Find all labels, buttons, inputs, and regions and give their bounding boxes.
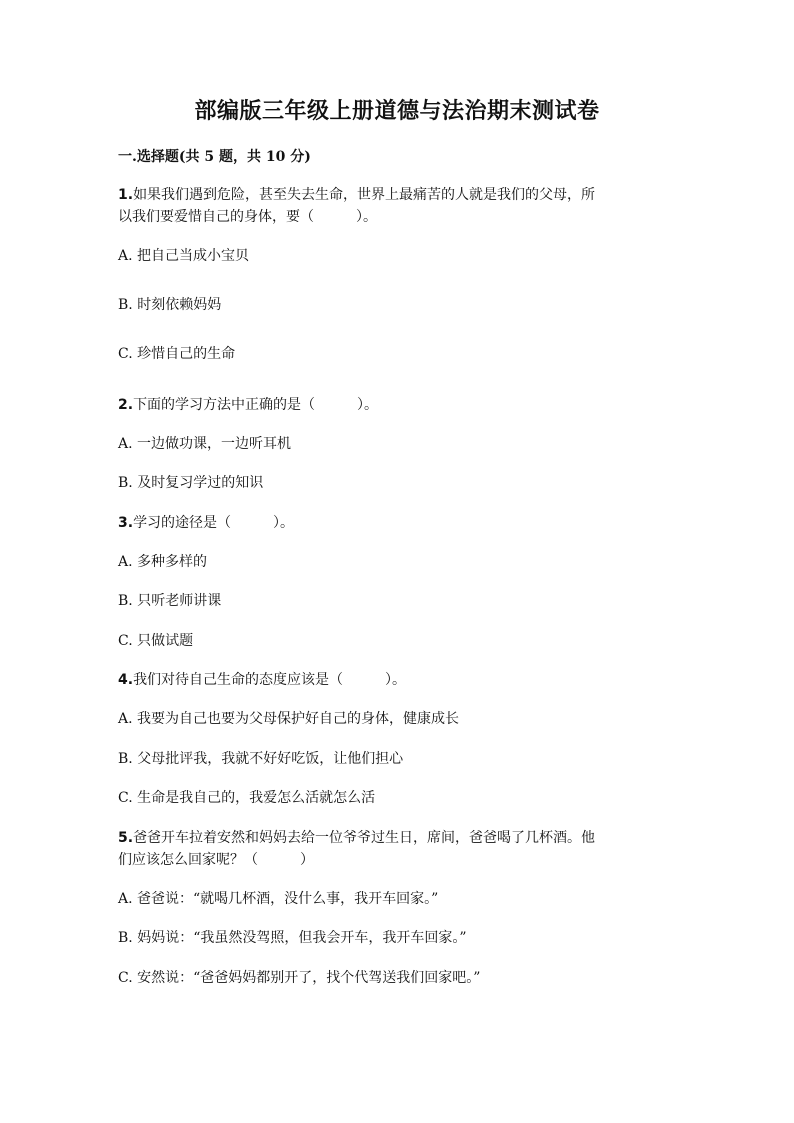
page-title: 部编版三年级上册道德与法治期末测试卷 [194,98,600,124]
question-text-line: 们应该怎么回家呢？（ ） [118,852,314,868]
question-number: 3. [118,515,134,531]
question-5 [118,827,678,871]
question-text-line: 如果我们遇到危险，甚至失去生命，世界上最痛苦的人就是我们的父母，所 [133,187,596,203]
question-1 [118,184,678,228]
option-5b: B. 妈妈说：“我虽然没驾照，但我会开车，我开车回家。” [118,930,467,946]
option-4c: C. 生命是我自己的，我爱怎么活就怎么活 [118,790,376,806]
question-text-line: 下面的学习方法中正确的是（ ）。 [133,397,379,413]
question-3 [118,512,678,534]
option-5c: C. 安然说：“爸爸妈妈都别开了，找个代驾送我们回家吧。” [118,970,481,986]
section-heading: 一.选择题(共 5 题，共 10 分) [118,149,311,165]
question-2 [118,394,678,416]
question-text-line: 学习的途径是（ ）。 [133,515,295,531]
option-4b: B. 父母批评我，我就不好好吃饭，让他们担心 [118,751,404,767]
question-text-line: 以我们要爱惜自己的身体，要（ ）。 [118,209,377,225]
question-number: 1. [118,187,134,203]
option-1c: C. 珍惜自己的生命 [118,346,236,362]
option-1b: B. 时刻依赖妈妈 [118,297,222,313]
option-5a: A. 爸爸说：“就喝几杯酒，没什么事，我开车回家。” [118,891,439,907]
option-2a: A. 一边做功课，一边听耳机 [118,436,292,452]
option-3a: A. 多种多样的 [118,554,208,570]
question-4 [118,669,678,691]
question-text-line: 爸爸开车拉着安然和妈妈去给一位爷爷过生日，席间，爸爸喝了几杯酒。他 [133,830,596,846]
question-number: 5. [118,830,134,846]
option-3c: C. 只做试题 [118,633,194,649]
question-number: 4. [118,672,134,688]
option-1a: A. 把自己当成小宝贝 [118,248,250,264]
option-4a: A. 我要为自己也要为父母保护好自己的身体，健康成长 [118,711,460,727]
question-number: 2. [118,397,134,413]
option-2b: B. 及时复习学过的知识 [118,475,264,491]
question-text-line: 我们对待自己生命的态度应该是（ ）。 [133,672,407,688]
option-3b: B. 只听老师讲课 [118,593,222,609]
